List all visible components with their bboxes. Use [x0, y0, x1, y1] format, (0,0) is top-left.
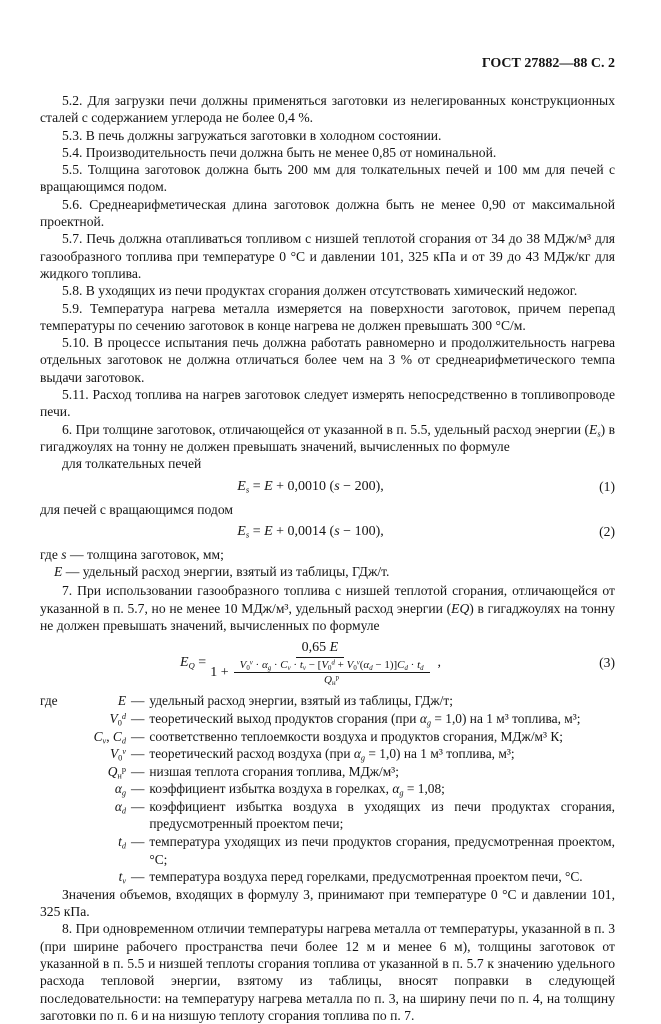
equation-3-inner-denominator: $Q_н^р$	[324, 674, 340, 688]
definition-row-v0v	[40, 745, 615, 763]
definitions-list	[40, 692, 615, 886]
definition-dash: —	[131, 834, 145, 850]
where-item-s: где s — толщина заготовок, мм;	[40, 546, 224, 562]
definition-desc: температура воздуха перед горелками, предусмотренная проектом печи, °С.	[149, 869, 583, 885]
equation-3-inner-numerator: $V_0^v \cdot \alpha_g \cdot C_v \cdot t_v - [V_0^d + V_0^v(\alpha_d - 1)]C_d \cdot t_d$	[234, 659, 430, 673]
para-5-7: 5.7. Печь должна отапливаться топливом с низшей теплотой сгорания от 34 до 38 МДж/м³ для газообразного топлива при температуре 0 °С и давлении 101, 325 кПа и от 39 до 43 МДж/кг для жидкого топлива.	[40, 231, 615, 281]
equation-1	[40, 479, 615, 495]
definition-symbol: $C_v$, $C_d$	[93, 728, 126, 745]
definition-dash: —	[131, 746, 145, 762]
definition-symbol: $Q_н^р$	[107, 763, 126, 781]
definition-symbol: $\alpha_d$	[114, 798, 126, 816]
para-6: 6. При толщине заготовок, отличающейся от указанной в п. 5.5, удельный расход энергии $(E_s)$ в гигаджоулях на тонну не должен превышать значений, вычисленных по формуле	[40, 421, 615, 454]
para-volumes: Значения объемов, входящих в формулу 3, принимают при температуре 0 °С и давлении 101, 325 кПа.	[40, 886, 615, 920]
para-5-2: 5.2. Для загрузки печи должны применяться заготовки из нелегированных конструкционных сталей с содержанием углерода не более 0,4 %.	[40, 93, 615, 126]
equation-2-expression: $E_s = E + 0,0014$ (s − 100),	[237, 523, 384, 540]
para-8: 8. При одновременном отличии температуры нагрева металла от температуры, указанной в п. 3 (при ширине рабочего пространства печи более 12 м и менее 6 м), толщины заготовок от указанной в п. 5.5 и низшей теплоты сгорания топлива от указанной в п. 5.7 к значению удельного расхода тепловой энергии, взятому из таблицы, вносят поправки в следующей последовательности: на температуру нагрева металла по п. 3, на ширину печи по п. 4, на толщину заготовки по п. 6 и на низшую теплоту сгорания топлива по п. 7.	[40, 921, 615, 1023]
definition-desc: соответственно теплоемкости воздуха и продуктов сгорания, МДж/м³ К;	[149, 728, 564, 744]
para-5-5: 5.5. Толщина заготовок должна быть 200 мм для толкательных печей и 100 мм для печей с вращающимся подом.	[40, 162, 615, 195]
definition-symbol: E	[117, 693, 126, 709]
equation-1-expression: $E_s = E + 0,0010$ (s − 200),	[237, 478, 384, 495]
definition-row-e	[40, 692, 615, 710]
where-list-1	[40, 546, 615, 581]
label-pusher-furnaces: для толкательных печей	[62, 456, 202, 472]
definition-desc: низшая теплота сгорания топлива, МДж/м³;	[149, 763, 399, 779]
equation-3-number: (3)	[599, 655, 615, 671]
definition-symbol: $V_0^d$	[109, 710, 126, 728]
para-5-3: 5.3. В печь должны загружаться заготовки в холодном состоянии.	[62, 127, 442, 143]
equation-2-number: (2)	[599, 523, 615, 539]
equation-3-inner-fraction	[234, 659, 430, 686]
definition-dash: —	[131, 710, 145, 726]
definition-desc: коэффициент избытка воздуха в уходящих из печи продуктах сгорания, предусмотренный проектом печи;	[149, 798, 615, 832]
definition-dash: —	[131, 869, 145, 885]
para-5-9: 5.9. Температура нагрева металла измеряется на поверхности заготовок, причем перепад температуры по сечению заготовок в конце нагрева не должен превышать 300 °С/м.	[40, 300, 615, 333]
equation-3	[40, 640, 615, 686]
definition-dash: —	[131, 693, 145, 709]
definition-dash: —	[131, 798, 145, 814]
page-header: ГОСТ 27882—88 С. 2	[481, 56, 615, 71]
definition-row-qnr	[40, 763, 615, 781]
definition-row-alpha-g	[40, 780, 615, 798]
equation-3-comma: ,	[437, 655, 442, 671]
equation-3-denominator	[210, 658, 429, 686]
equation-2	[40, 524, 615, 540]
definition-dash: —	[131, 728, 145, 744]
definition-desc: теоретический расход воздуха (при $\alpha_g = 1,0$) на 1 м³ топлива, м³;	[149, 746, 515, 763]
para-7: 7. При использовании газообразного топлива с низшей теплотой сгорания, отличающейся от указанной в п. 5.7, но не менее 10 МДж/м³, удельный расход энергии (EQ) в гигаджоулях на тонну не должен превышать значений, вычисленных по формуле	[40, 583, 615, 634]
definition-row-tv	[40, 868, 615, 886]
para-5-11: 5.11. Расход топлива на нагрев заготовок следует измерять непосредственно в топливопроводе печи.	[40, 387, 615, 420]
definition-dash: —	[131, 763, 145, 779]
definition-symbol: $t_d$	[118, 834, 126, 851]
definition-row-td	[40, 833, 615, 868]
para-5-8: 5.8. В уходящих из печи продуктах сгорания должен отсутствовать химический недожог.	[62, 283, 578, 299]
para-5-6: 5.6. Среднеарифметическая длина заготовок должна быть не менее 0,90 от максимальной проектной.	[40, 196, 615, 230]
definition-symbol: $t_v$	[118, 869, 126, 886]
equation-3-expression	[40, 640, 581, 686]
where-item-e: E — удельный расход энергии, взятый из таблицы, ГДж/т.	[54, 564, 390, 580]
definition-desc: температура уходящих из печи продуктов сгорания, предусмотренная проектом, °С;	[149, 834, 615, 867]
definition-desc: теоретический выход продуктов сгорания (при $\alpha_g = 1,0$) на 1 м³ топлива, м³;	[149, 710, 581, 728]
definition-dash: —	[131, 781, 145, 797]
definition-symbol: $V_0^v$	[109, 746, 126, 763]
definition-desc: удельный расход энергии, взятый из таблицы, ГДж/т;	[149, 693, 453, 709]
equation-3-numerator: 0,65 E	[296, 640, 345, 658]
definition-row-cv-cd	[40, 728, 615, 746]
label-rotary-hearth-furnaces: для печей с вращающимся подом	[40, 501, 233, 517]
definition-intro: где	[40, 693, 58, 709]
para-5-4: 5.4. Производительность печи должна быть не менее 0,85 от номинальной.	[62, 144, 497, 160]
equation-3-lhs: $E_Q$ =	[179, 655, 207, 671]
equation-1-number: (1)	[599, 478, 615, 494]
para-5-10: 5.10. В процессе испытания печь должна работать равномерно и продолжительность нагрева отдельных заготовок не должна отличаться более чем на 3 % от среднеарифметического темпа выдачи заготовок.	[40, 335, 615, 385]
equation-3-denominator-prefix: 1 +	[210, 664, 229, 680]
definition-row-alpha-d	[40, 798, 615, 833]
equation-3-fraction	[210, 640, 429, 686]
definition-row-v0d	[40, 710, 615, 728]
definition-symbol: $\alpha_g$	[114, 781, 126, 798]
definition-desc: коэффициент избытка воздуха в горелках, $\alpha_g = 1,08$;	[149, 781, 445, 798]
